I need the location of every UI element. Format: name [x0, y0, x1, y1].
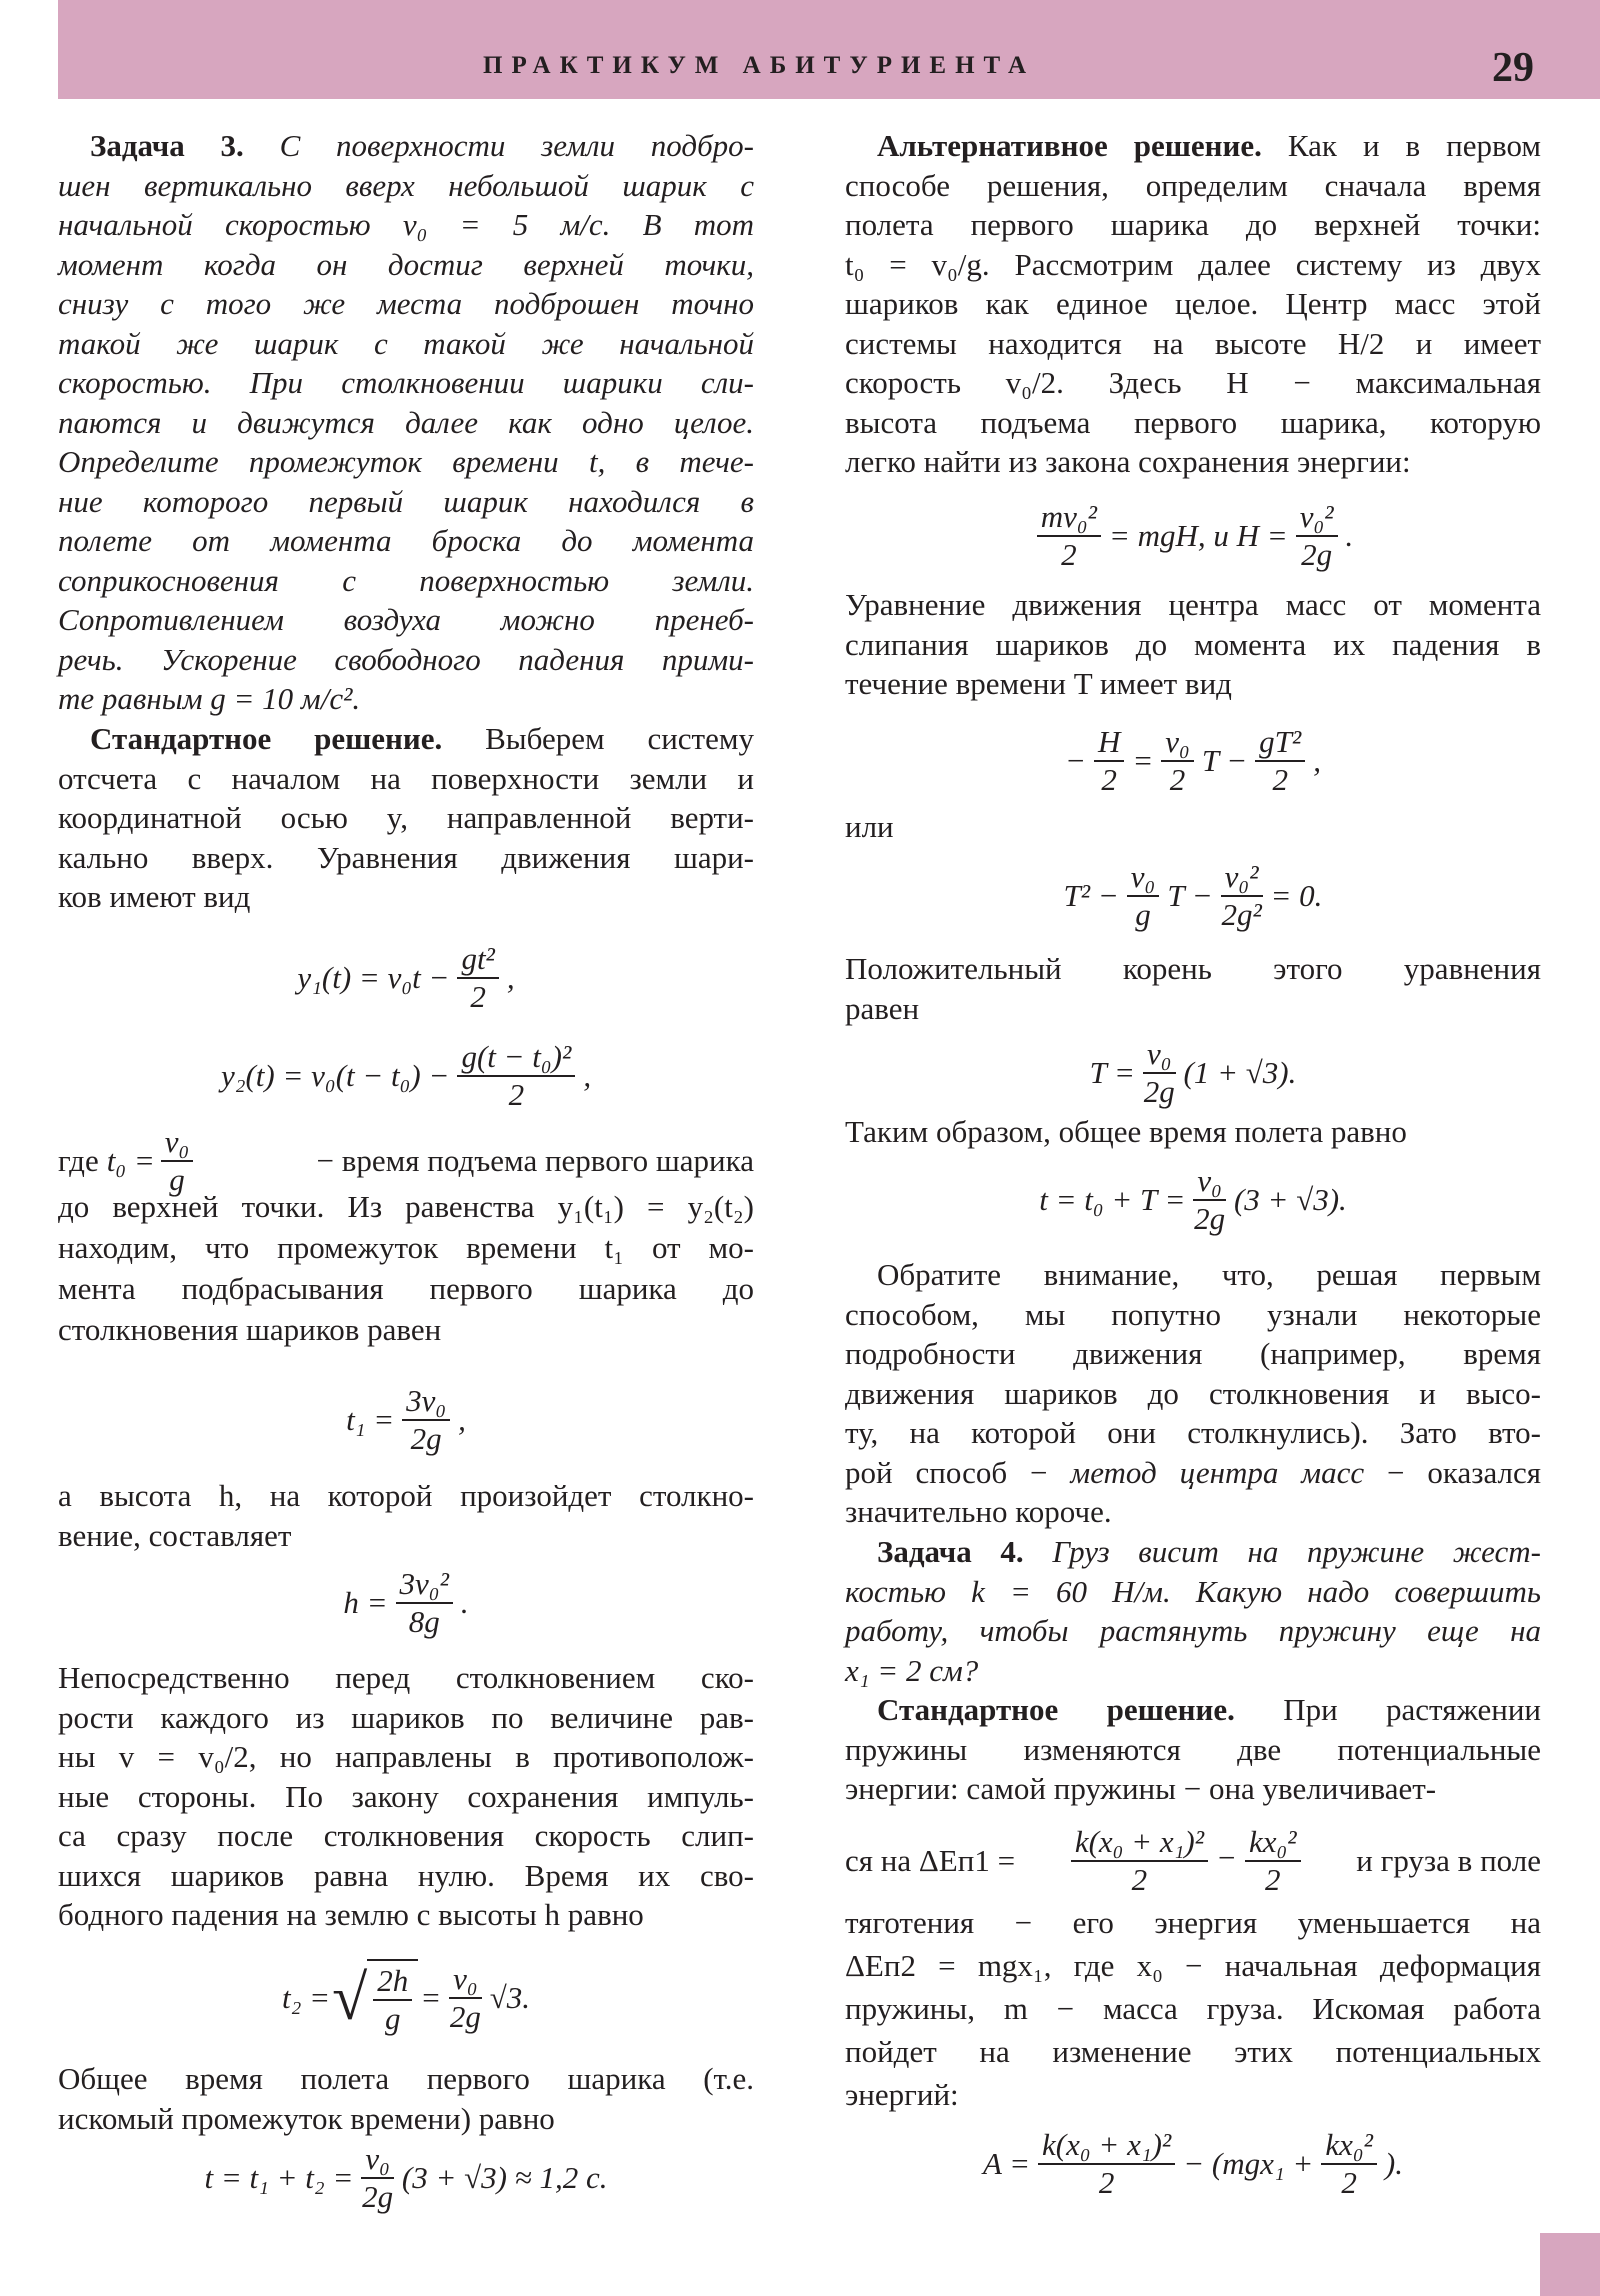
text-segment: равен	[845, 990, 920, 1026]
text-line	[58, 759, 754, 799]
fraction	[402, 1383, 450, 1457]
text-segment: легко найти из закона сохранения энергии:	[845, 444, 1411, 479]
formula-text: t₂ =	[282, 1980, 331, 2015]
text-segment: искомый промежуток времени) равно	[58, 2100, 555, 2136]
text-segment: x₁ = 2 см?	[845, 1652, 979, 1688]
fraction	[1321, 2127, 1377, 2201]
text-segment: са сразу после столкновения скорость слип-	[58, 1818, 754, 1853]
formula-text: −	[1216, 1840, 1237, 1876]
note-paragraph	[845, 1255, 1541, 1532]
text-segment: рой способ −	[845, 1454, 1071, 1490]
denominator: 2	[508, 1077, 525, 1112]
fraction	[449, 1961, 482, 2035]
text-segment: кально вверх. Уравнения движения шари-	[58, 839, 754, 875]
text-line	[845, 1769, 1541, 1809]
formula-t2	[58, 1948, 754, 2048]
denominator: 2g	[1194, 1201, 1226, 1236]
denominator: 2	[1061, 537, 1077, 572]
text-segment: ние которого первый шарик находился в	[58, 483, 754, 519]
text-segment: полете от момента броска до момента	[58, 523, 754, 558]
formula-text: y₂(t) = v₀(t − t₀) −	[220, 1058, 450, 1093]
denominator: 2	[1272, 762, 1288, 797]
numerator: v₀²	[1221, 859, 1263, 897]
text-line	[58, 1895, 754, 1935]
text-line	[845, 1255, 1541, 1295]
denominator: 2g	[1301, 537, 1333, 572]
numerator: 3v₀²	[396, 1566, 453, 1604]
text-segment: соприкосновения с поверхностью земли.	[58, 562, 754, 598]
radical-sign-icon: √	[332, 1962, 368, 2033]
text-line	[58, 482, 754, 522]
text-line	[845, 807, 1541, 847]
text-segment: Определите промежуток времени t, в тече-	[58, 444, 754, 479]
denominator: 2	[470, 979, 486, 1014]
text-segment: слипания шариков до момента их падения в	[845, 626, 1541, 662]
fraction	[1245, 1824, 1301, 1898]
numerator: v₀	[361, 2141, 394, 2179]
text-segment: способом, мы попутно узнали некоторые	[845, 1296, 1541, 1332]
text-line	[58, 2059, 754, 2099]
text-segment: движения шариков до столкновения и высо-	[845, 1375, 1541, 1411]
text-segment: тяготения − его энергия уменьшается на	[845, 1905, 1541, 1940]
fraction	[1296, 499, 1338, 573]
text-segment: находим, что промежуток времени t₁ от мо-	[58, 1230, 754, 1265]
formula-work	[845, 2114, 1541, 2214]
numerator: v₀	[449, 1961, 482, 1999]
text-segment: костью k = 60 Н/м. Какую надо совершить	[845, 1573, 1541, 1609]
text-segment: Положительный корень этого уравнения	[845, 951, 1541, 986]
standard-solution-2-rest	[845, 1901, 1541, 2116]
text-line	[845, 245, 1541, 285]
denominator: 2	[1131, 1862, 1148, 1897]
formula-energy	[845, 486, 1541, 586]
text-segment: метод центра масс	[1070, 1454, 1365, 1490]
total-time-paragraph	[58, 2059, 754, 2138]
text-segment: полета первого шарика до верхней точки:	[845, 207, 1541, 242]
text-line	[58, 838, 754, 878]
text-line	[845, 664, 1541, 704]
text-segment: Выберем систему	[442, 721, 754, 756]
formula-text: t = t₁ + t₂ =	[204, 2160, 354, 2195]
denominator: 2	[1101, 762, 1117, 797]
text-line	[58, 640, 754, 680]
fraction	[1127, 859, 1160, 933]
text-line	[58, 1777, 754, 1817]
text-line	[58, 245, 754, 285]
text-segment: шариков как единое целое. Центр масс этой	[845, 286, 1541, 321]
formula-text: √3.	[489, 1980, 530, 2015]
text-line	[845, 1611, 1541, 1651]
text-line	[845, 166, 1541, 206]
text-segment: вение, составляет	[58, 1517, 292, 1553]
text-line	[58, 205, 754, 245]
text-line	[58, 403, 754, 443]
numerator: g(t − t₀)²	[457, 1039, 575, 1077]
text-segment: пойдет на изменение этих потенциальных	[845, 2034, 1541, 2069]
text-line	[845, 1334, 1541, 1374]
text-segment: ны v = v₀/2, но направлены в противополож-	[58, 1739, 754, 1774]
formula-text: h =	[343, 1585, 388, 1620]
numerator: 3v₀	[402, 1383, 450, 1421]
fraction	[1071, 1824, 1208, 1898]
text-segment: − оказался	[1364, 1454, 1541, 1490]
fraction	[1255, 724, 1305, 798]
text-line	[58, 442, 754, 482]
text-line	[845, 1492, 1541, 1532]
formula-t1	[58, 1370, 754, 1470]
text-segment: энергий:	[845, 2077, 959, 2112]
cm-motion-paragraph	[845, 585, 1541, 704]
formula-text: T −	[1167, 878, 1213, 913]
formula-text: ,	[458, 1402, 466, 1437]
numerator: v₀	[1161, 724, 1194, 762]
formula-text: t₁ =	[346, 1402, 395, 1437]
numerator: v₀	[161, 1124, 194, 1162]
denominator: 2g	[1143, 1074, 1175, 1109]
bold-heading: Задача 3.	[90, 128, 244, 163]
text-line	[845, 625, 1541, 665]
fraction	[1037, 499, 1101, 573]
text-segment: а высота h, на которой произойдет столкно-	[58, 1478, 754, 1513]
text-segment: подробности движения (например, время	[845, 1336, 1541, 1371]
fraction	[1143, 1036, 1176, 1110]
text-line	[58, 1186, 754, 1227]
text-line	[845, 1690, 1541, 1730]
text-segment: Сопротивлением воздуха можно пренеб-	[58, 602, 754, 637]
numerator: v₀	[1127, 859, 1160, 897]
fraction	[373, 1963, 412, 2037]
formula-t-total-2	[845, 1150, 1541, 1250]
text-segment: те равным g = 10 м/с².	[58, 681, 361, 716]
denominator: 2g	[362, 2179, 394, 2214]
text-segment: Уравнение движения центра масс от момента	[845, 587, 1541, 622]
text-line	[845, 1730, 1541, 1770]
corner-tab	[1540, 2233, 1600, 2296]
formula-text: −	[1065, 743, 1086, 778]
text-segment: мента подбрасывания первого шарика до	[58, 1271, 754, 1306]
text-line	[845, 1572, 1541, 1612]
text-line	[58, 1227, 754, 1268]
denominator: g	[384, 2001, 401, 2036]
thus-paragraph	[845, 1112, 1541, 1152]
text-line	[845, 2073, 1541, 2116]
text-segment: Таким образом, общее время полета равно	[845, 1114, 1407, 1149]
text-line	[845, 1944, 1541, 1987]
denominator: 2	[1341, 2165, 1357, 2200]
numerator: k(x₀ + x₁)²	[1038, 2127, 1175, 2165]
text-segment: способе решения, определим сначала время	[845, 167, 1541, 203]
text-line	[845, 1987, 1541, 2030]
text-line	[845, 1532, 1541, 1572]
text-line	[58, 679, 754, 719]
denominator: 2	[1098, 2165, 1115, 2200]
text-segment: значительно короче.	[845, 1494, 1112, 1529]
formula-text: (3 + √3) ≈ 1,2 с.	[401, 2160, 608, 2195]
numerator: kx₀²	[1321, 2127, 1377, 2165]
text-line	[58, 363, 754, 403]
text-line	[58, 1476, 754, 1516]
root-paragraph	[845, 949, 1541, 1028]
text-line	[58, 561, 754, 601]
text-line	[58, 1268, 754, 1309]
formula-text: (3 + √3).	[1233, 1182, 1347, 1217]
fraction	[1038, 2127, 1175, 2201]
formula-delta-e1	[1065, 1824, 1307, 1898]
text-line	[58, 798, 754, 838]
fraction	[1193, 1163, 1226, 1237]
text-line	[58, 1816, 754, 1856]
formula-text: T² −	[1063, 878, 1119, 913]
text-segment: столкновения шариков равен	[58, 1312, 442, 1347]
text-segment: такой же шарик с такой же начальной	[58, 325, 754, 361]
bold-heading: Альтернативное решение.	[877, 128, 1262, 163]
numerator: kx₀²	[1245, 1824, 1301, 1862]
text-line	[845, 949, 1541, 989]
text-line	[58, 1516, 754, 1556]
running-header: ПРАКТИКУМ АБИТУРИЕНТА	[483, 52, 1036, 79]
delta-prefix: ся на ΔEп1 =	[845, 1843, 1016, 1878]
text-segment: течение времени T имеет вид	[845, 666, 1232, 701]
text-segment: шихся шариков равна нулю. Время их сво-	[58, 1857, 754, 1893]
formula-text: T −	[1201, 743, 1248, 778]
formula-y1	[58, 928, 754, 1028]
text-line	[58, 877, 754, 917]
text-segment: ков имеют вид	[58, 879, 251, 914]
text-line	[58, 1698, 754, 1738]
text-segment: бодного падения на землю с высоты h равно	[58, 1897, 644, 1932]
where-line: где t₀ = $\frac{\text{v₀}}{g}$ − время подъема первого шарика	[58, 1124, 754, 1197]
fraction	[1161, 724, 1194, 798]
formula-text: =	[1132, 743, 1154, 778]
formula-text: A =	[982, 2146, 1031, 2181]
text-line	[845, 1651, 1541, 1691]
problem-4-statement	[845, 1532, 1541, 1690]
delta-suffix: и груза в поле	[1356, 1843, 1541, 1878]
numerator: H	[1094, 724, 1124, 762]
formula-root	[845, 1023, 1541, 1123]
text-segment: координатной осью y, направленной верти-	[58, 800, 754, 835]
text-segment: t₀ = v₀/g. Рассмотрим далее систему из двух	[845, 246, 1541, 282]
text-segment: рости каждого из шариков по величине рав-	[58, 1699, 754, 1735]
square-root	[332, 1959, 418, 2037]
text-line	[845, 442, 1541, 482]
delta-e1-line	[845, 1811, 1541, 1911]
alternative-solution	[845, 126, 1541, 482]
text-segment: пружины, m − масса груза. Искомая работа	[845, 1991, 1541, 2026]
text-line	[845, 1413, 1541, 1453]
bold-heading: Стандартное решение.	[877, 1692, 1235, 1727]
formula-text: y₁(t) = v₀t −	[297, 960, 450, 995]
text-line	[845, 1901, 1541, 1944]
text-segment: При растяжении	[1234, 1692, 1541, 1727]
bold-heading: Стандартное решение.	[90, 721, 443, 756]
text-segment: ΔEп2 = mgx₁, где x₀ − начальная деформация	[845, 1948, 1541, 1983]
text-line	[58, 1309, 754, 1350]
text-segment: момент когда он достиг верхней точки,	[58, 246, 754, 282]
numerator: mv₀²	[1037, 499, 1101, 537]
denominator: 8g	[408, 1604, 440, 1639]
text-line	[845, 1112, 1541, 1152]
text-line	[845, 126, 1541, 166]
text-segment: скоростью. При столкновении шарики сли-	[58, 365, 754, 400]
text-segment: скорость v₀/2. Здесь H − максимальная	[845, 365, 1541, 400]
text-line	[58, 1658, 754, 1698]
text-segment: начальной скоростью v₀ = 5 м/с. В тот	[58, 207, 754, 242]
denominator: 2g	[410, 1421, 442, 1456]
text-segment: Груз висит на пружине жест-	[1023, 1534, 1541, 1569]
where-text: − время подъема первого шарика	[316, 1143, 754, 1178]
fraction	[457, 1039, 575, 1113]
formula-text: .	[460, 1585, 469, 1620]
text-line	[58, 600, 754, 640]
text-line	[58, 521, 754, 561]
text-segment: паются и движутся далее как одно целое.	[58, 404, 754, 440]
text-line	[845, 1453, 1541, 1493]
text-line	[58, 1737, 754, 1777]
standard-solution-intro	[58, 719, 754, 917]
problem-3-statement	[58, 126, 754, 719]
text-line	[845, 205, 1541, 245]
formula-text: ,	[506, 960, 515, 995]
equality-paragraph	[58, 1186, 754, 1350]
numerator: v₀²	[1296, 499, 1338, 537]
text-line	[845, 284, 1541, 324]
fraction	[1094, 724, 1124, 798]
text-line	[58, 719, 754, 759]
formula-text: ,	[1313, 743, 1321, 778]
formula-cm-motion	[845, 711, 1541, 811]
text-line	[845, 1295, 1541, 1335]
text-line	[845, 1374, 1541, 1414]
formula-text: ,	[583, 1058, 592, 1093]
text-line	[845, 324, 1541, 364]
text-line	[58, 166, 754, 206]
text-segment: речь. Ускорение свободного падения прими-	[58, 641, 754, 677]
text-line	[845, 403, 1541, 443]
text-segment: Как и в первом	[1261, 128, 1541, 163]
text-segment: ные стороны. По закону сохранения импуль-	[58, 1778, 754, 1814]
height-paragraph	[58, 1476, 754, 1555]
text-segment: или	[845, 809, 894, 844]
numerator: gt²	[457, 941, 498, 979]
text-segment: ту, на которой они столкнулись). Зато вто-	[845, 1415, 1541, 1450]
or-text	[845, 807, 1541, 847]
bold-heading: Задача 4.	[877, 1534, 1024, 1569]
text-segment: работу, чтобы растянуть пружину еще на	[845, 1613, 1541, 1648]
text-segment: до верхней точки. Из равенства y₁(t₁) = y₂(t₂)	[58, 1189, 754, 1224]
denominator: g	[169, 1162, 185, 1197]
formula-text: = 0.	[1270, 878, 1323, 913]
where-prefix: где	[58, 1143, 99, 1178]
fraction	[361, 2141, 394, 2215]
numerator: gT²	[1255, 724, 1305, 762]
fraction	[1221, 859, 1263, 933]
formula-text: T =	[1089, 1055, 1135, 1090]
text-segment: энергии: самой пружины − она увеличивает-	[845, 1771, 1437, 1806]
denominator: g	[1135, 897, 1151, 932]
radicand	[367, 1959, 418, 2037]
formula-text: = mgH, и H =	[1108, 518, 1288, 553]
text-segment: отсчета с началом на поверхности земли и	[58, 760, 754, 796]
numerator: v₀	[1143, 1036, 1176, 1074]
denominator: 2g	[449, 1999, 481, 2034]
text-line	[58, 324, 754, 364]
text-segment: системы находится на высоте H/2 и имеет	[845, 325, 1541, 361]
formula-text: (1 + √3).	[1183, 1055, 1297, 1090]
formula-text: =	[420, 1980, 442, 2015]
text-segment: высота подъема первого шарика, которую	[845, 404, 1541, 440]
text-line	[845, 585, 1541, 625]
fraction	[457, 941, 498, 1015]
text-segment: Обратите внимание, что, решая первым	[877, 1257, 1541, 1292]
formula-t-total	[58, 2128, 754, 2228]
text-segment: шен вертикально вверх небольшой шарик с	[58, 167, 754, 203]
text-line	[58, 284, 754, 324]
denominator: 2	[1169, 762, 1186, 797]
text-segment: Общее время полета первого шарика (т.е.	[58, 2061, 754, 2096]
numerator: 2h	[373, 1963, 412, 2001]
text-segment: С поверхности земли подбро-	[243, 128, 754, 163]
collision-paragraph	[58, 1658, 754, 1935]
formula-h	[58, 1553, 754, 1653]
text-segment: снизу с того же места подброшен точно	[58, 286, 754, 321]
numerator: v₀	[1193, 1163, 1226, 1201]
text-segment: Непосредственно перед столкновением ско-	[58, 1660, 754, 1695]
text-line	[845, 363, 1541, 403]
fraction	[396, 1566, 453, 1640]
denominator: 2	[1264, 1862, 1281, 1897]
text-line	[845, 2030, 1541, 2073]
denominator: 2g²	[1221, 897, 1262, 932]
formula-text: t = t₀ + T =	[1039, 1182, 1186, 1217]
formula-text: ).	[1384, 2146, 1403, 2181]
formula-quadratic	[845, 846, 1541, 946]
numerator: k(x₀ + x₁)²	[1071, 1824, 1208, 1862]
page-number: 29	[1492, 45, 1534, 91]
text-segment: пружины изменяются две потенциальные	[845, 1731, 1541, 1767]
header-band	[58, 0, 1600, 99]
formula-text: − (mgx₁ +	[1183, 2146, 1314, 2181]
standard-solution-2	[845, 1690, 1541, 1809]
text-line	[58, 126, 754, 166]
formula-text: .	[1345, 518, 1354, 553]
text-line	[58, 1856, 754, 1896]
